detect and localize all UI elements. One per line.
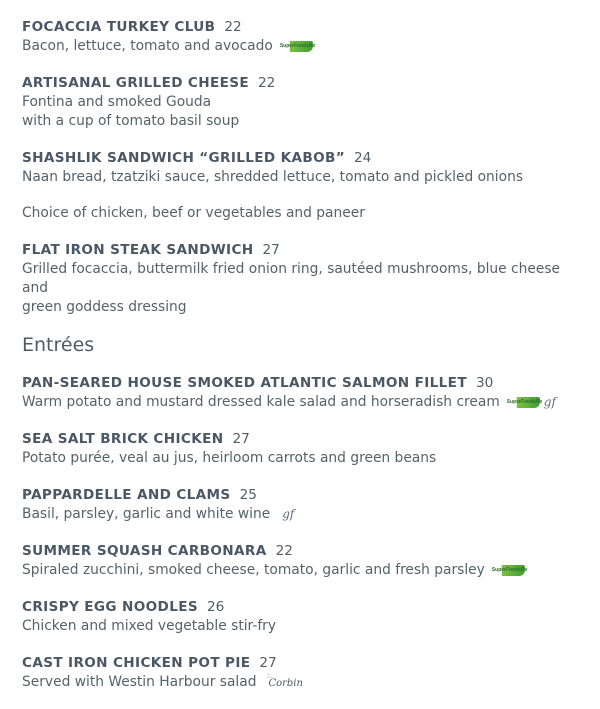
item-description: Fontina and smoked Gouda (22, 94, 212, 110)
item-description: with a cup of tomato basil soup (22, 113, 240, 129)
menu-item (22, 73, 582, 131)
item-price: 26 (206, 599, 225, 615)
item-description: Grilled focaccia, buttermilk fried onion ring, sautéed mushrooms, blue cheese and (22, 261, 561, 296)
menu-item (22, 485, 582, 524)
item-description: green goddess dressing (22, 299, 187, 315)
item-price: 27 (259, 655, 277, 671)
item-name: SUMMER SQUASH CARBONARA (22, 543, 267, 559)
menu-item (22, 17, 582, 56)
item-name: SHASHLIK SANDWICH “GRILLED KABOB” (22, 150, 346, 166)
menu-item (22, 240, 582, 317)
item-description: Bacon, lettuce, tomato and avocado (22, 38, 273, 54)
item-name: SEA SALT BRICK CHICKEN (22, 431, 224, 447)
item-description: Potato purée, veal au jus, heirloom carrots and green beans (22, 450, 437, 466)
menu-item (22, 653, 582, 692)
item-price: 22 (275, 543, 293, 559)
chef-hat-icon: ♨ (265, 671, 273, 680)
superfood-badge-icon: SuperFoodsRx (283, 40, 313, 54)
item-price: 30 (475, 375, 494, 391)
item-description: Warm potato and mustard dressed kale salad and horseradish cream (22, 394, 500, 410)
item-description: Served with Westin Harbour salad (22, 674, 257, 690)
item-name: PAN-SEARED HOUSE SMOKED ATLANTIC SALMON FILLET (22, 375, 467, 391)
menu-item (22, 373, 582, 412)
item-description: Naan bread, tzatziki sauce, shredded lettuce, tomato and pickled onions (22, 169, 524, 185)
item-price: 22 (224, 19, 242, 35)
item-name: CAST IRON CHICKEN POT PIE (22, 655, 251, 671)
item-description: Spiraled zucchini, smoked cheese, tomato, garlic and fresh parsley (22, 562, 485, 578)
section-heading-entrees: Entrées (22, 334, 95, 356)
item-description: Basil, parsley, garlic and white wine (22, 506, 271, 522)
menu-item (22, 541, 582, 580)
item-price: 25 (239, 487, 257, 503)
item-description: Chicken and mixed vegetable stir-fry (22, 618, 277, 634)
item-name: ARTISANAL GRILLED CHEESE (22, 75, 250, 91)
item-price: 27 (232, 431, 250, 447)
item-name: PAPPARDELLE AND CLAMS (22, 487, 231, 503)
chef-corbin-icon: ♨ Corbin (268, 674, 303, 693)
item-name: CRISPY EGG NOODLES (22, 599, 198, 615)
menu-item (22, 429, 582, 468)
shashlik-note: Choice of chicken, beef or vegetables and paneer (22, 205, 365, 221)
superfood-badge-icon: SuperFoodsRx (495, 564, 525, 578)
gluten-free-icon: gf (282, 507, 295, 521)
superfood-badge-icon: SuperFoodsRx (510, 396, 540, 410)
gluten-free-icon: gf (543, 395, 556, 409)
item-price: 22 (258, 75, 276, 91)
menu-item (22, 148, 582, 187)
item-name: FLAT IRON STEAK SANDWICH (22, 242, 254, 258)
menu-item (22, 597, 582, 636)
menu-page (22, 17, 582, 709)
item-price: 27 (262, 242, 280, 258)
item-price: 24 (354, 150, 372, 166)
item-name: FOCACCIA TURKEY CLUB (22, 19, 216, 35)
